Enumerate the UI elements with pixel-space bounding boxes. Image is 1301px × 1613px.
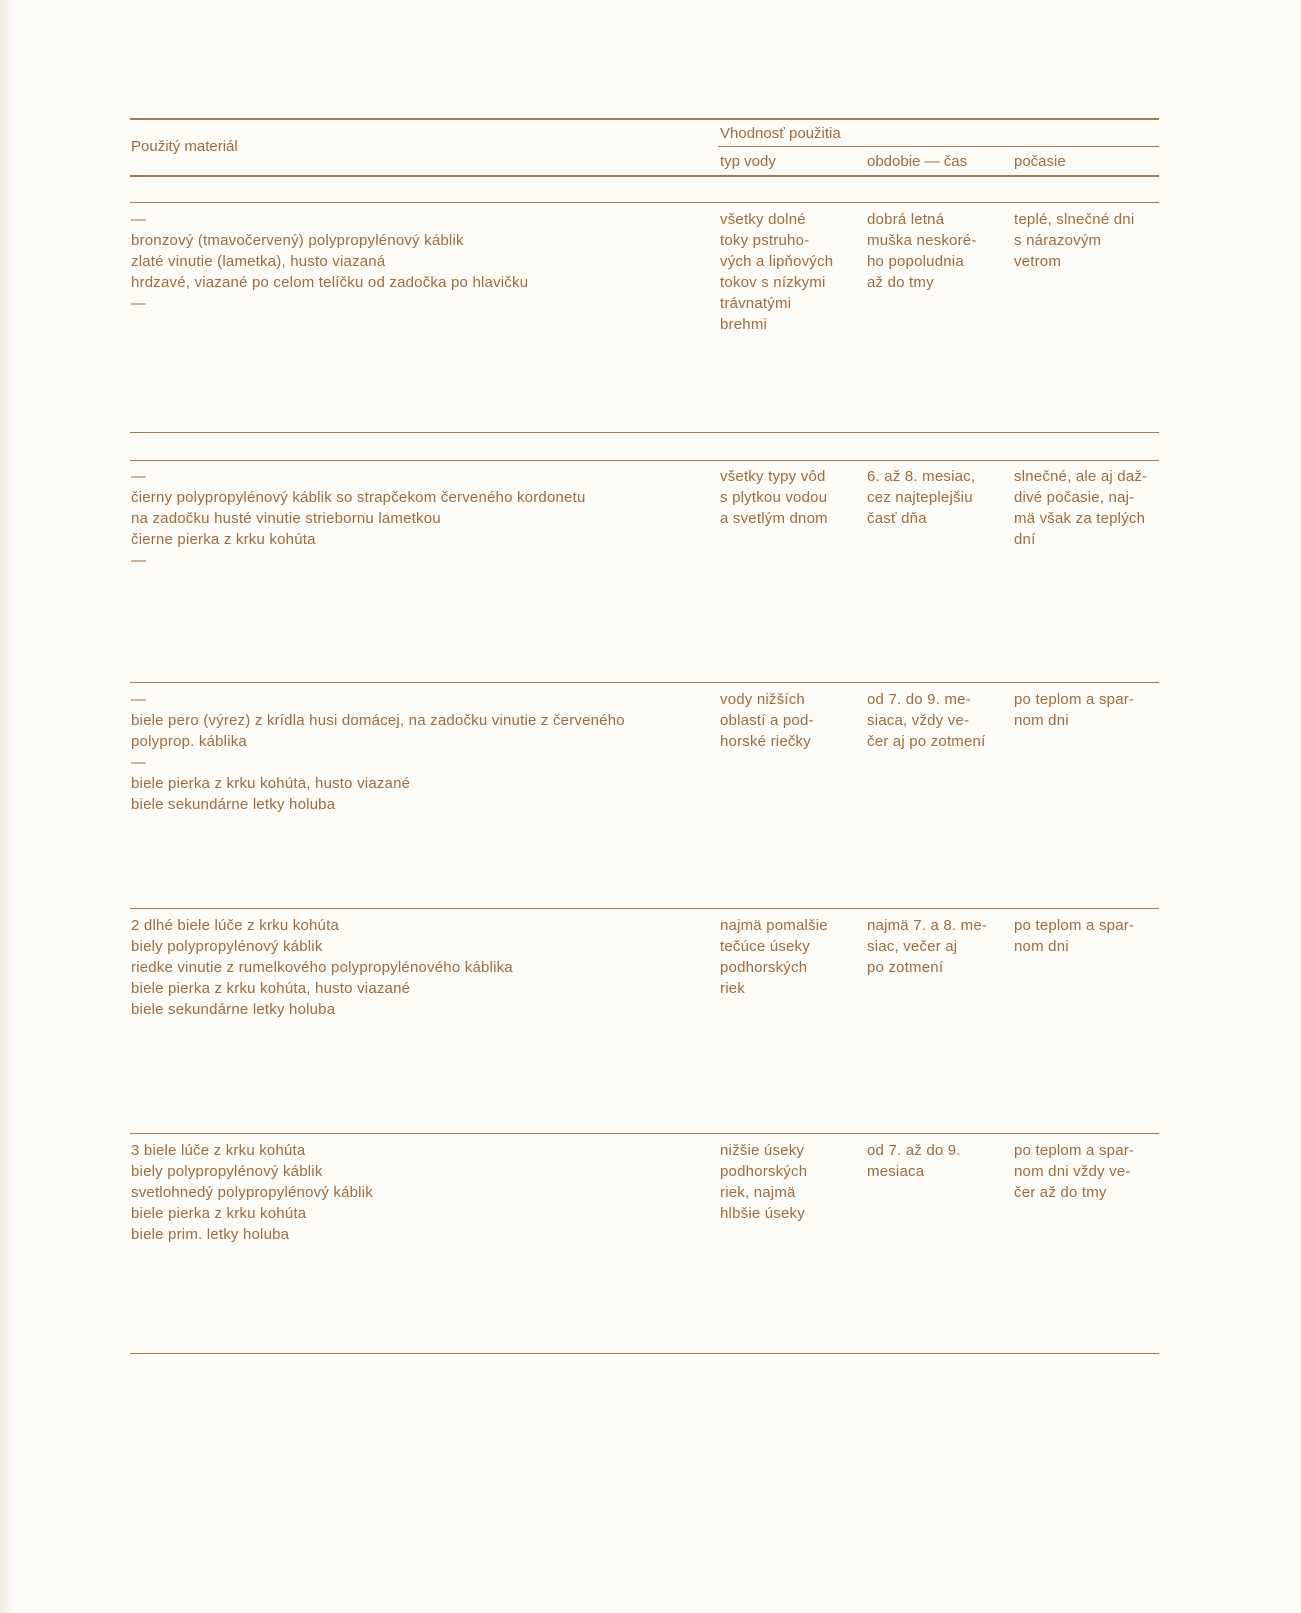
- row-4-top-rule: [130, 908, 1159, 909]
- row-3-material: [131, 689, 625, 815]
- row-3-top-rule: [130, 682, 1159, 683]
- row-2-weather: [1014, 466, 1147, 550]
- period-line: cez najteplejšiu: [867, 489, 973, 506]
- header-material: Použitý materiál: [131, 138, 238, 155]
- weather-line: vetrom: [1014, 253, 1062, 270]
- header-water-type: typ vody: [720, 153, 776, 170]
- material-line: —: [131, 211, 147, 228]
- material-line: na zadočku husté vinutie striebornu lametkou: [131, 510, 441, 527]
- weather-line: nom dni vždy ve-: [1014, 1163, 1131, 1180]
- material-line: —: [131, 295, 147, 312]
- row-5-material: [131, 1140, 373, 1245]
- row-4-weather: [1014, 915, 1134, 957]
- weather-line: dní: [1014, 531, 1036, 548]
- weather-line: po teplom a spar-: [1014, 1142, 1135, 1159]
- period-line: ho popoludnia: [867, 253, 964, 270]
- water-line: toky pstruho-: [720, 232, 810, 249]
- material-line: —: [131, 754, 147, 771]
- water-line: podhorských: [720, 1163, 808, 1180]
- period-line: 6. až 8. mesiac,: [867, 468, 976, 485]
- period-line: siaca, vždy ve-: [867, 712, 970, 729]
- water-line: s plytkou vodou: [720, 489, 828, 506]
- water-line: všetky typy vôd: [720, 468, 826, 485]
- row-1-material: [131, 209, 528, 314]
- period-line: od 7. až do 9.: [867, 1142, 961, 1159]
- material-line: hrdzavé, viazané po celom telíčku od zadočka po hlavičku: [131, 274, 529, 291]
- water-line: vody nižších: [720, 691, 805, 708]
- weather-line: po teplom a spar-: [1014, 917, 1135, 934]
- water-line: a svetlým dnom: [720, 510, 828, 527]
- row-3-water: [720, 689, 814, 752]
- material-line: biely polypropylénový káblik: [131, 1163, 323, 1180]
- period-line: dobrá letná: [867, 211, 945, 228]
- water-line: hlbšie úseky: [720, 1205, 805, 1222]
- row-2-top-rule: [130, 460, 1159, 461]
- weather-line: mä však za teplých: [1014, 510, 1146, 527]
- row-4-period: [867, 915, 987, 978]
- row-1-water: [720, 209, 833, 335]
- weather-line: nom dni: [1014, 938, 1069, 955]
- row-5-weather: [1014, 1140, 1134, 1203]
- material-line: biele pierka z krku kohúta, husto viazané: [131, 775, 411, 792]
- weather-line: slnečné, ale aj daž-: [1014, 468, 1148, 485]
- material-line: —: [131, 468, 147, 485]
- weather-line: teplé, slnečné dni: [1014, 211, 1135, 228]
- header-period: obdobie — čas: [867, 153, 968, 170]
- material-line: bronzový (tmavočervený) polypropylénový káblik: [131, 232, 464, 249]
- row-5-period: [867, 1140, 961, 1182]
- row-3-weather: [1014, 689, 1134, 731]
- water-line: všetky dolné: [720, 211, 806, 228]
- header-weather: počasie: [1014, 153, 1066, 170]
- row-4-water: [720, 915, 828, 999]
- header-sub-rule: [718, 146, 1159, 147]
- material-line: biele pero (výrez) z krídla husi domácej, na zadočku vinutie z červeného: [131, 712, 625, 729]
- period-line: po zotmení: [867, 959, 944, 976]
- water-line: tokov s nízkymi: [720, 274, 826, 291]
- table-bottom-rule: [130, 1353, 1159, 1354]
- row-2-water: [720, 466, 828, 529]
- period-line: mesiaca: [867, 1163, 925, 1180]
- row-1-weather: [1014, 209, 1134, 272]
- period-line: až do tmy: [867, 274, 934, 291]
- material-line: biele pierka z krku kohúta, husto viazané: [131, 980, 411, 997]
- period-line: muška neskoré-: [867, 232, 977, 249]
- row-2-rule-a: [130, 432, 1159, 433]
- header-suitability: Vhodnosť použitia: [720, 125, 841, 142]
- water-line: nižšie úseky: [720, 1142, 805, 1159]
- water-line: oblastí a pod-: [720, 712, 814, 729]
- water-line: horské riečky: [720, 733, 811, 750]
- row-2-material: [131, 466, 586, 571]
- water-line: podhorských: [720, 959, 808, 976]
- material-line: čierny polypropylénový káblik so strapčekom červeného kordonetu: [131, 489, 586, 506]
- water-line: brehmi: [720, 316, 768, 333]
- period-line: siac, večer aj: [867, 938, 958, 955]
- material-line: biele prim. letky holuba: [131, 1226, 290, 1243]
- period-line: čer aj po zotmení: [867, 733, 986, 750]
- material-line: biele pierka z krku kohúta: [131, 1205, 307, 1222]
- period-line: časť dňa: [867, 510, 927, 527]
- material-line: 2 dlhé biele lúče z krku kohúta: [131, 917, 339, 934]
- material-line: svetlohnedý polypropylénový káblik: [131, 1184, 373, 1201]
- material-line: zlaté vinutie (lametka), husto viazaná: [131, 253, 386, 270]
- row-4-material: [131, 915, 513, 1020]
- material-line: čierne pierka z krku kohúta: [131, 531, 316, 548]
- water-line: najmä pomalšie: [720, 917, 828, 934]
- weather-line: s nárazovým: [1014, 232, 1102, 249]
- material-line: biele sekundárne letky holuba: [131, 1001, 336, 1018]
- material-line: —: [131, 691, 147, 708]
- row-1-top-rule: [130, 202, 1159, 203]
- water-line: riek: [720, 980, 745, 997]
- row-1-period: [867, 209, 977, 293]
- page-edge: [0, 0, 14, 1613]
- weather-line: po teplom a spar-: [1014, 691, 1135, 708]
- material-line: polyprop. káblika: [131, 733, 247, 750]
- material-line: riedke vinutie z rumelkového polypropylénového káblika: [131, 959, 513, 976]
- row-3-period: [867, 689, 985, 752]
- row-2-period: [867, 466, 975, 529]
- table-top-rule: [130, 118, 1159, 120]
- period-line: od 7. do 9. me-: [867, 691, 971, 708]
- material-line: 3 biele lúče z krku kohúta: [131, 1142, 306, 1159]
- weather-line: nom dni: [1014, 712, 1069, 729]
- material-line: biely polypropylénový káblik: [131, 938, 323, 955]
- weather-line: čer až do tmy: [1014, 1184, 1107, 1201]
- material-line: —: [131, 552, 147, 569]
- water-line: trávnatými: [720, 295, 792, 312]
- water-line: riek, najmä: [720, 1184, 796, 1201]
- material-line: biele sekundárne letky holuba: [131, 796, 336, 813]
- weather-line: divé počasie, naj-: [1014, 489, 1135, 506]
- row-5-water: [720, 1140, 807, 1224]
- water-line: tečúce úseky: [720, 938, 810, 955]
- header-bottom-rule: [130, 175, 1159, 177]
- row-5-top-rule: [130, 1133, 1159, 1134]
- water-line: vých a lipňových: [720, 253, 834, 270]
- period-line: najmä 7. a 8. me-: [867, 917, 988, 934]
